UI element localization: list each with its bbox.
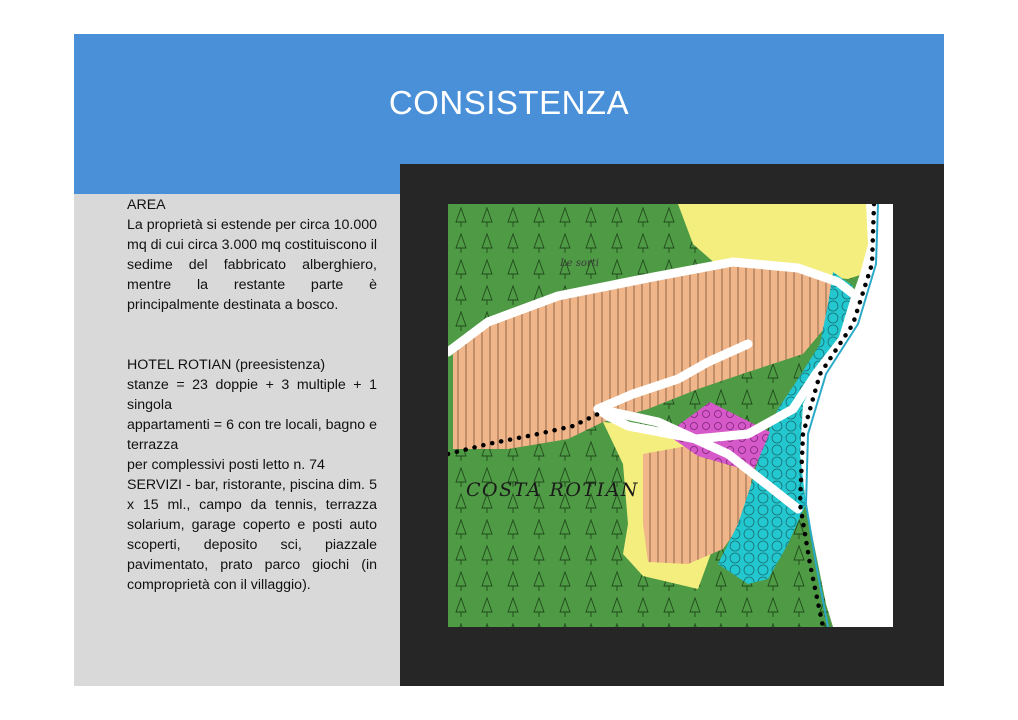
map-label-main: COSTA ROTIAN xyxy=(466,479,639,501)
area-heading: AREA xyxy=(127,197,166,213)
hotel-beds: per complessivi posti letto n. 74 xyxy=(127,457,325,473)
page-title: CONSISTENZA xyxy=(388,84,630,121)
hotel-apartments: appartamenti = 6 con tre locali, bagno e terrazza xyxy=(127,417,377,453)
cadastral-map xyxy=(448,204,893,627)
hotel-services: SERVIZI - bar, ristorante, piscina dim. 5 x 15 ml., campo da tennis, terrazza solarium, garage coperto e posti auto scoperti, deposito sci, piazzale pavimentato, prato parco giochi (in comproprietà con il villaggio). xyxy=(127,477,377,593)
map-svg xyxy=(448,204,893,627)
hotel-heading: HOTEL ROTIAN (preesistenza) xyxy=(127,357,326,373)
area-paragraph: La proprietà si estende per circa 10.000 mq di cui circa 3.000 mq costituiscono il sedime del fabbricato alberghiero, mentre la restante parte è principalmente destinata a bosco. xyxy=(127,217,378,313)
description-text xyxy=(127,195,377,595)
map-label-small: Le sorti xyxy=(560,258,599,269)
hotel-rooms: stanze = 23 doppie + 3 multiple + 1 singola xyxy=(127,377,377,413)
